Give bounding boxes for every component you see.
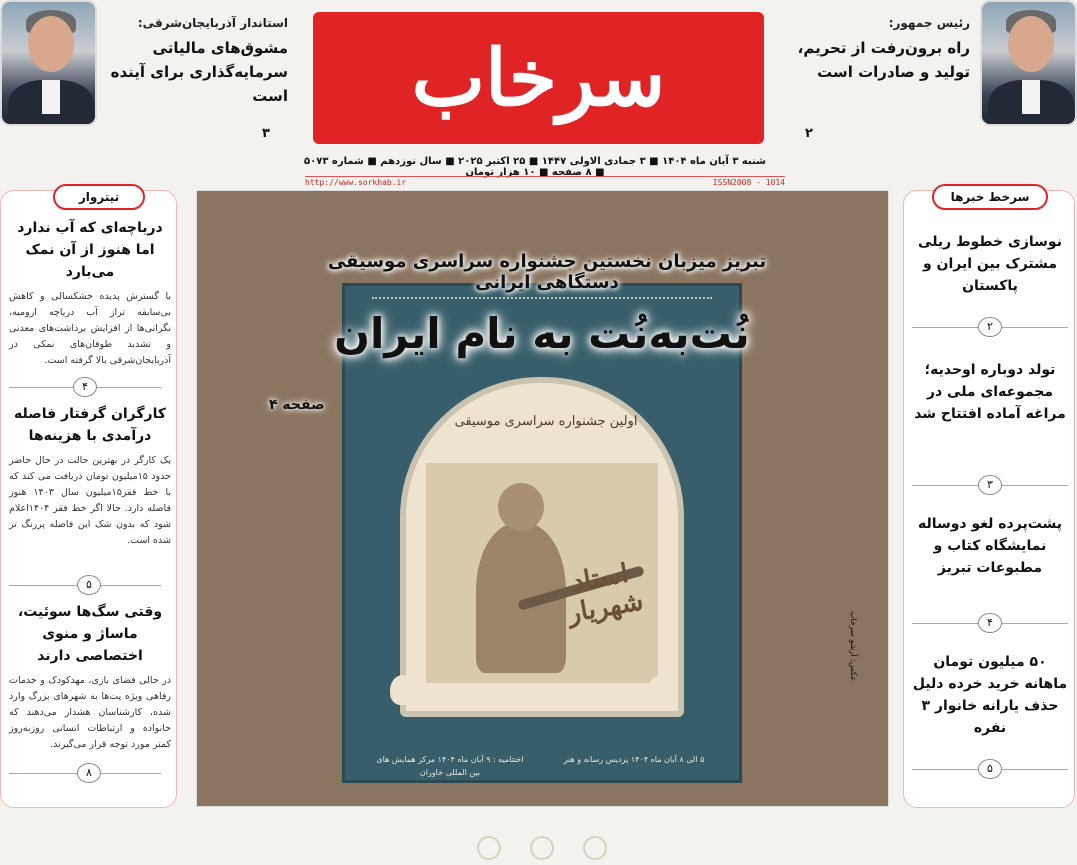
poster-artwork <box>426 463 658 683</box>
date-line: شنبه ۳ آبان ماه ۱۴۰۴ ■ ۳ جمادی الاولی ۱۴۴۷ ■ ۲۵ اکتبر ۲۰۲۵ ■ سال نوزدهم ■ شماره ۵۰۷۳ ■ ۸ صفحه ■ ۱۰ هزار تومان <box>304 156 766 178</box>
sponsor-logo-icon <box>583 836 607 860</box>
right-teaser-page: ۲ <box>805 126 813 141</box>
page-number: ۴ <box>978 613 1002 633</box>
right-story-3[interactable]: پشت‌پرده لغو دوساله نمایشگاه کتاب و مطبوعات تبریز <box>917 516 1063 576</box>
bird-icon <box>390 675 416 705</box>
left-teaser-line-2: سرمایه‌گذاری برای آینده است <box>110 63 288 105</box>
url-line <box>305 176 785 187</box>
poster-closing: اختتامیه : ۹ آبان ماه ۱۴۰۴ مرکز همایش های بین المللی خاوران <box>376 755 524 777</box>
main-headline[interactable]: نُت‌به‌نُت به نام ایران <box>334 309 750 358</box>
column-tag-headlines: سرخط خبرها <box>932 184 1048 210</box>
main-page-ref: صفحه ۴ <box>269 397 325 413</box>
musician-head <box>498 483 544 531</box>
story-body: در حالی فضای بازی، مهدکودک و خدمات رفاهی ویژه پت‌ها به شهرهای بزرگ وارد شده، کارشناسان هشدار می‌دهند که خانواده و ارتباطات انسانی روزبه‌روز کمتر مورد توجه قرار می‌گیرند. <box>9 675 171 750</box>
story-headline: کارگران گرفتار فاصله درآمدی با هزینه‌ها <box>13 406 166 444</box>
photo-credit: عکس: آرشو سرخاب <box>849 611 858 682</box>
sponsor-logo-icon <box>530 836 554 860</box>
page-number: ۸ <box>77 763 101 783</box>
left-news-column <box>0 190 177 808</box>
column-tag-titrvar: تیتروار <box>53 184 145 210</box>
left-teaser-line-1: مشوق‌های مالیاتی <box>152 39 288 57</box>
right-story-4[interactable]: ۵۰ میلیون تومان ماهانه خرید خرده دلیل حذف یارانه خانوار ۳ نفره <box>912 654 1068 736</box>
logo-text: سرخاب <box>411 32 666 124</box>
right-teaser[interactable] <box>790 16 970 84</box>
page-number: ۲ <box>978 317 1002 337</box>
right-story-1[interactable]: نوسازی خطوط ریلی مشترک بین ایران و پاکستان <box>918 234 1062 294</box>
right-story-2[interactable]: تولد دوباره اوحدیه؛ مجموعه‌ای ملی در مراغه آماده افتتاح شد <box>914 362 1066 422</box>
sponsor-logos <box>462 831 622 865</box>
left-story-1[interactable] <box>9 217 171 369</box>
left-teaser[interactable] <box>100 16 288 108</box>
sponsor-logo-icon <box>477 836 501 860</box>
website-url[interactable]: http://www.sorkhab.ir <box>305 178 407 187</box>
poster-name: استاد شهریار <box>565 558 646 630</box>
page-number: ۵ <box>77 575 101 595</box>
poster-arch <box>400 377 684 717</box>
right-teaser-line-1: راه برون‌رفت از تحریم، <box>797 39 970 57</box>
president-portrait <box>980 0 1077 126</box>
story-body: یک کارگر در بهترین حالت در حال حاضر حدود ۱۵میلیون تومان دریافت می کند که با خط فقر۱۵میلیون سال ۱۴۰۳ هنوز فاصله دارد. حالا اگر خط فقر ۱۴۰۴اعلام شود که بدون شک این فاصله پررنگ تر شده است. <box>9 455 172 546</box>
newspaper-logo[interactable] <box>313 12 764 144</box>
story-headline: وقتی سگ‌ها سوئیت، ماساژ و منوی اختصاصی دارند <box>17 604 163 664</box>
left-story-3[interactable] <box>9 601 171 753</box>
left-story-2[interactable] <box>9 403 171 549</box>
poster-arch-title: اولین جشنواره سراسری موسیقی <box>454 414 638 429</box>
bird-icon <box>648 675 674 705</box>
story-headline: دریاچه‌ای که آب ندارد اما هنوز از آن نمک می‌بارد <box>17 220 163 280</box>
page-number: ۵ <box>978 759 1002 779</box>
page-number: ۴ <box>73 377 97 397</box>
right-teaser-kicker: رئیس جمهور: <box>888 16 970 30</box>
festival-poster <box>342 283 742 783</box>
masthead <box>0 0 1077 187</box>
right-news-column <box>903 190 1075 808</box>
issn: ISSN2008 - 1014 <box>712 178 785 187</box>
main-kicker: تبریز میزبان نخستین جشنواره سراسری موسیقی دستگاهی ایرانی <box>327 251 767 293</box>
left-teaser-page: ۳ <box>262 126 270 141</box>
right-teaser-line-2: تولید و صادرات است <box>817 63 970 81</box>
page-number: ۳ <box>978 475 1002 495</box>
story-body: با گسترش پدیده خشکسالی و کاهش بی‌سابقه تراز آب دریاچه ارومیه، نگرانی‌ها از افزایش برداشت‌های معدنی و تشدید طوفان‌های نمکی در آذربایجان‌شرقی بالا گرفته است. <box>9 291 171 366</box>
main-story-photo[interactable] <box>196 190 889 807</box>
governor-portrait <box>0 0 97 126</box>
poster-dates: ۵ الی ۸ آبان ماه ۱۴۰۴ پردیس رسانه و هنر <box>563 755 705 764</box>
left-teaser-kicker: استاندار آذربایجان‌شرقی: <box>137 16 288 30</box>
